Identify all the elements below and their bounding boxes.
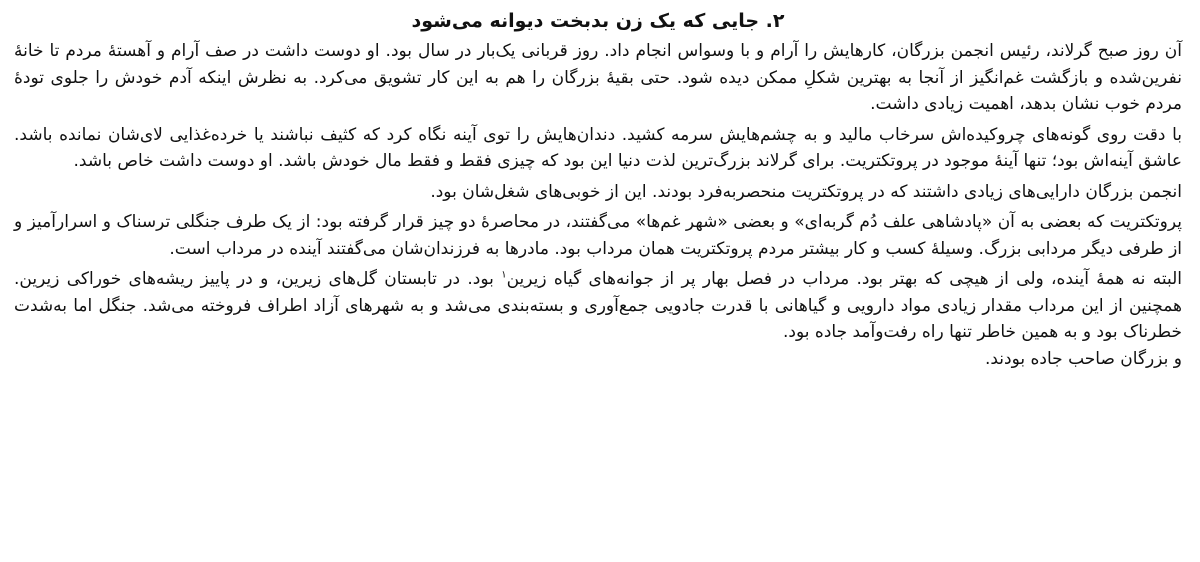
paragraph-4: پروتکتریت که بعضی به آن «پادشاهی علف دُم گربه‌ای» و بعضی «شهر غم‌ها» می‌گفتند، در محاصرهٔ دو چیز قرار گرفته بود: از یک طرف جنگلی ترسناک و اسرارآمیز و از طرفی دیگر مردابی بزرگ. وسیلهٔ کسب و کار بیشتر مردم پروتکتریت همان مرداب بود. مادرها به فرزندان‌شان می‌گفتند آینده در مرداب است.	[14, 212, 1182, 259]
paragraph-5	[14, 266, 1182, 346]
paragraph-2: با دقت روی گونه‌های چروکیده‌اش سرخاب مالید و به چشم‌هایش سرمه کشید. دندان‌هایش را توی آینه نگاه کرد که کثیف نباشند یا خرده‌غذایی لای‌شان نمانده باشد. عاشق آینه‌اش بود؛ تنها آینهٔ موجود در پروتکتریت. برای گرلاند بزرگ‌ترین لذت دنیا این بود که چیزی فقط و فقط مال خودش باشد. او دوست داشت خاص باشد.	[14, 124, 1182, 171]
paragraph-5-part-2: بود. در تابستان گل‌های زیرین، و در پاییز ریشه‌های خوراکی زیرین. همچنین از این مرداب مقدار زیادی مواد دارویی و گیاهانی با قدرت جادویی جمع‌آوری و بسته‌بندی می‌شد و به شهرهای آزاد اطراف فروخته می‌شد. جنگل اما به‌شدت خطرناک بود و به همین خاطر تنها راه رفت‌وآمد جاده بود.	[14, 269, 1182, 342]
paragraph-5-part-1: البته نه همهٔ آینده، ولی از هیچی که بهتر بود. مرداب در فصل بهار پر از جوانه‌های گیاه زیرین	[506, 269, 1182, 289]
paragraph-3: انجمن بزرگان دارایی‌های زیادی داشتند که در پروتکتریت منحصربه‌فرد بودند. این از خوبی‌های شغل‌شان بود.	[430, 181, 1182, 202]
chapter-heading: ۲. جایی که یک زن بدبخت دیوانه می‌شود	[411, 10, 785, 32]
paragraph-1: آن روز صبح گرلاند، رئیس انجمن بزرگان، کارهایش را آرام و با وسواس انجام داد. روز قربانی یک‌بار در سال بود. او دوست داشت در صف آرام و آهستهٔ مردم تا خانهٔ نفرین‌شده و بازگشت غم‌انگیز از آنجا به بهترین شکلِ ممکن دیده شود. حتی بقیهٔ بزرگان را هم به این کار تشویق می‌کرد. به نظرش اینکه آدم خودش را جلوی تودهٔ مردم خوب نشان بدهد، اهمیت زیادی داشت.	[14, 41, 1182, 114]
paragraph-6: و بزرگان صاحب جاده بودند.	[984, 348, 1182, 369]
footnote-marker: ۱	[501, 269, 507, 281]
